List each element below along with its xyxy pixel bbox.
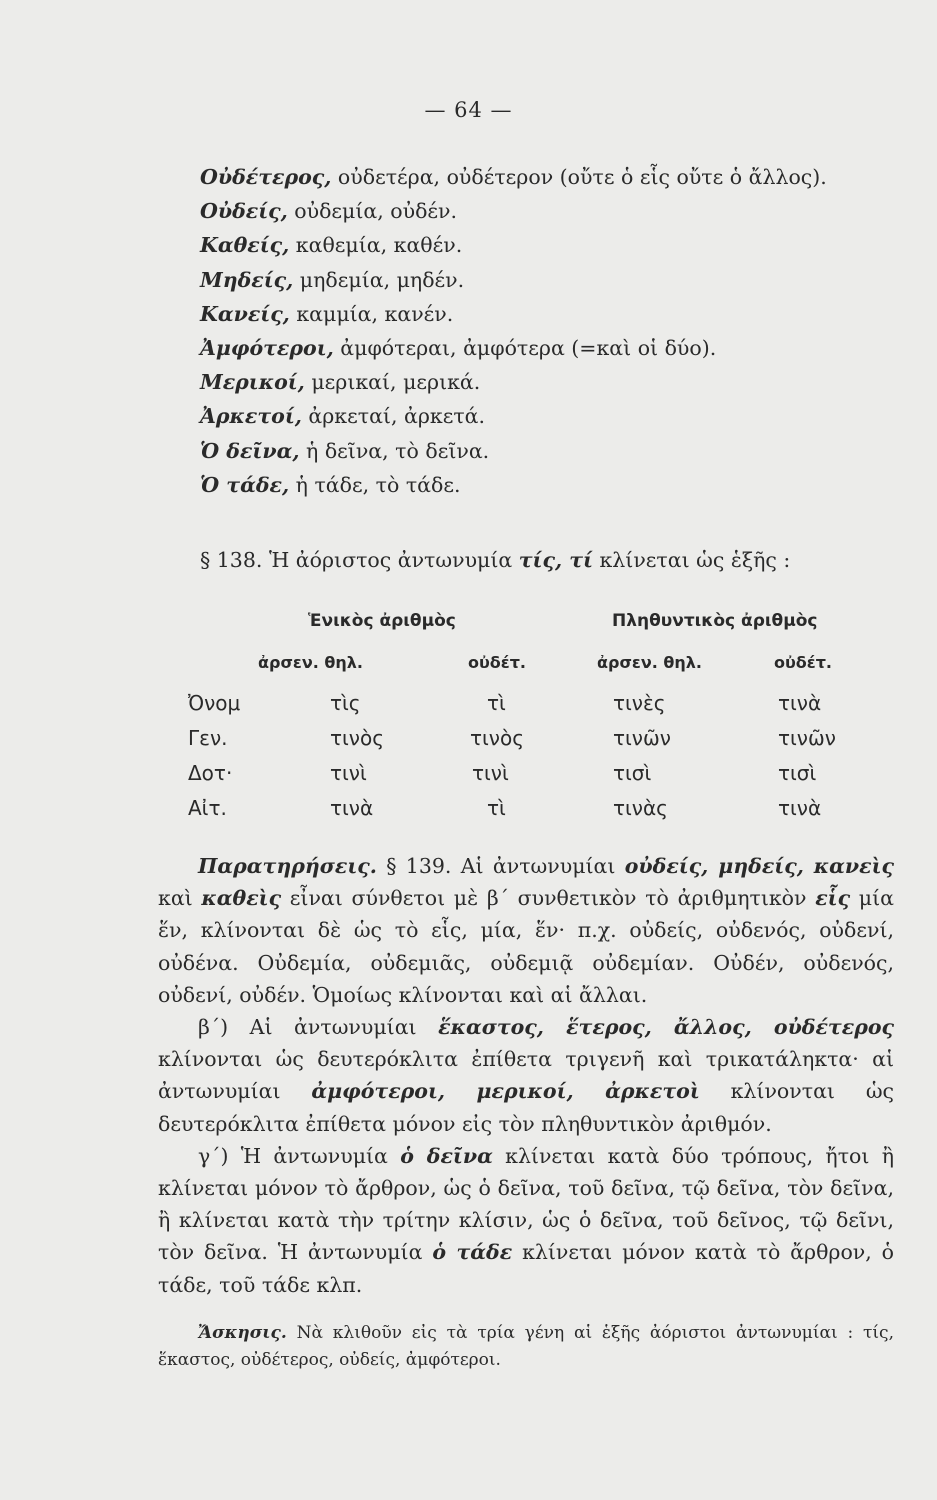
list-term: Ἀμφότεροι, [200,335,334,360]
paragraph-text: γ΄) Ἡ ἀντωνυμία [198,1143,401,1168]
table-cell: τινὸς [330,726,384,750]
paragraph-term: οὐδείς, μηδείς, κανεὶς [624,854,894,878]
table-cell: τινὰ [778,691,822,715]
remarks-section [158,850,894,1301]
list-forms: μηδεμία, μηδέν. [293,267,465,292]
table-cell: τινὶ [330,761,367,785]
page-number: — 64 — [424,98,513,122]
table-cell: τινὸς [470,726,524,750]
section-text: Ἡ ἀόριστος ἀντωνυμία [262,548,519,572]
paragraph-text: κλίνεται μόνον κατὰ τὸ ἄρθρον, ὁ τάδε, τοῦ τάδε κλπ. [158,1240,894,1297]
table-cell: τινὶ [472,761,509,785]
paragraph-gamma [158,1140,894,1301]
list-forms: καθεμία, καθέν. [289,233,463,258]
list-item [200,228,827,262]
list-item [200,399,827,433]
paragraph-139 [158,850,894,1011]
exercise-label: Ἄσκησις. [198,1323,287,1343]
list-term: Ὁ τάδε, [200,472,290,497]
sub-header: οὐδέτ. [774,653,832,672]
sub-header: οὐδέτ. [468,653,526,672]
table-cell: τινὰ [330,796,374,820]
list-forms: ἀμφότεραι, ἀμφότερα (=καὶ οἱ δύο). [333,335,717,360]
pronoun-list [200,160,827,502]
table-cell: τὶς [330,691,361,715]
paragraph-term: καθεὶς [201,886,282,911]
list-item [200,331,827,365]
list-forms: ἡ δεῖνα, τὸ δεῖνα. [299,438,490,463]
table-cell: τισὶ [778,761,817,785]
sub-header: ἀρσεν. θηλ. [258,653,363,672]
sub-header: ἀρσεν. θηλ. [597,653,702,672]
list-forms: καμμία, κανέν. [289,301,454,326]
list-forms: οὐδεμία, οὐδέν. [287,199,458,224]
table-cell: τινὰς [613,796,668,820]
paragraph-text: β΄) Αἱ ἀντωνυμίαι [198,1015,439,1040]
paragraph-term: ὁ τάδε [432,1240,513,1265]
list-forms: ἀρκεταί, ἀρκετά. [301,404,486,429]
declension-table [0,605,937,825]
list-item [200,263,827,297]
paragraph-text: κλίνονται ὡς δευτερόκλιτα ἐπίθετα μόνον εἰς τὸν πληθυντικὸν ἀριθμόν. [158,1079,895,1136]
section-term: τίς, τί [518,548,593,572]
list-term: Οὐδείς, [200,199,288,224]
list-forms: οὐδετέρα, οὐδέτερον (οὔτε ὁ εἷς οὔτε ὁ ἄλλος). [331,165,827,189]
paragraph-text: μία ἕν, κλίνονται δὲ ὡς τὸ εἷς, μία, ἕν· π.χ. οὐδείς, οὐδενός, οὐδενί, οὐδένα. Οὐδεμία, οὐδεμιᾶς, οὐδεμιᾷ οὐδεμίαν. Οὐδέν, οὐδενός, οὐδενί, οὐδέν. Ὁμοίως κλίνονται καὶ αἱ ἄλλαι. [158,886,894,1007]
case-label: Δοτ· [188,761,233,785]
list-item [200,365,827,399]
table-cell: τὶ [487,691,506,715]
list-item [200,434,827,468]
paragraph-term: ἕκαστος, ἕτερος, ἄλλος, οὐδέτερος [438,1015,894,1040]
list-term: Καθείς, [200,233,290,258]
exercise-text: Νὰ κλιθοῦν εἰς τὰ τρία γένη αἱ ἑξῆς ἀόριστοι ἀντωνυμίαι : τίς, ἕκαστος, οὐδέτερος, οὐδείς, ἀμφότεροι. [158,1323,894,1370]
list-term: Ἀρκετοί, [200,404,302,429]
table-cell: τινῶν [613,726,671,750]
paragraph-text: κλίνονται ὡς δευτερόκλιτα ἐπίθετα τριγενῆ καὶ τρικατάληκτα· αἱ ἀντωνυμίαι [158,1047,894,1104]
list-forms: ἡ τάδε, τὸ τάδε. [289,472,461,497]
paragraph-term: ὁ δεῖνα [400,1143,493,1168]
exercise [158,1320,894,1374]
case-label: Γεν. [188,726,228,750]
paragraph-text: εἶναι σύνθετοι μὲ β΄ συνθετικὸν τὸ ἀριθμητικὸν [281,886,816,911]
remarks-label: Παρατηρήσεις. [198,854,377,878]
table-cell: τὶ [487,796,506,820]
list-term: Μηδείς, [200,267,294,292]
paragraph-text: κλίνεται κατὰ δύο τρόπους, ἤτοι ἢ κλίνεται μόνον τὸ ἄρθρον, ὡς ὁ δεῖνα, τοῦ δεῖνα, τῷ δεῖνα, τὸν δεῖνα, ἢ κλίνεται κατὰ τὴν τρίτην κλίσιν, ὡς ὁ δεῖνα, τοῦ δεῖνος, τῷ δεῖνι, τὸν δεῖνα. Ἡ ἀντωνυμία [158,1143,894,1265]
list-term: Μερικοί, [200,370,305,395]
table-cell: τινῶν [778,726,836,750]
list-term: Κανείς, [200,301,290,326]
section-text: κλίνεται ὡς ἑξῆς : [592,548,791,572]
paragraph-text: Αἱ ἀντωνυμίαι [451,854,625,878]
section-138-line [200,548,790,572]
list-item [200,297,827,331]
paragraph-term: εἷς [815,886,851,911]
group-header-singular: Ἑνικὸς ἀριθμὸς [308,611,456,631]
paragraph-term: ἀμφότεροι, μερικοί, ἀρκετοὶ [311,1079,700,1104]
table-cell: τινὰ [778,796,822,820]
section-number: § 138. [200,548,263,572]
list-forms: μερικαί, μερικά. [304,370,481,395]
list-item [200,194,827,228]
case-label: Ὀνομ [188,691,241,715]
list-term: Ὁ δεῖνα, [200,438,300,463]
case-label: Αἰτ. [188,796,227,820]
table-cell: τισὶ [613,761,652,785]
list-item [200,468,827,502]
paragraph-beta [158,1011,894,1140]
table-cell: τινὲς [613,691,666,715]
list-item [200,160,827,194]
paragraph-text: καὶ [158,886,202,911]
section-number: § 139. [376,854,452,878]
group-header-plural: Πληθυντικὸς ἀριθμὸς [612,611,818,631]
list-term: Οὐδέτερος, [200,165,332,189]
